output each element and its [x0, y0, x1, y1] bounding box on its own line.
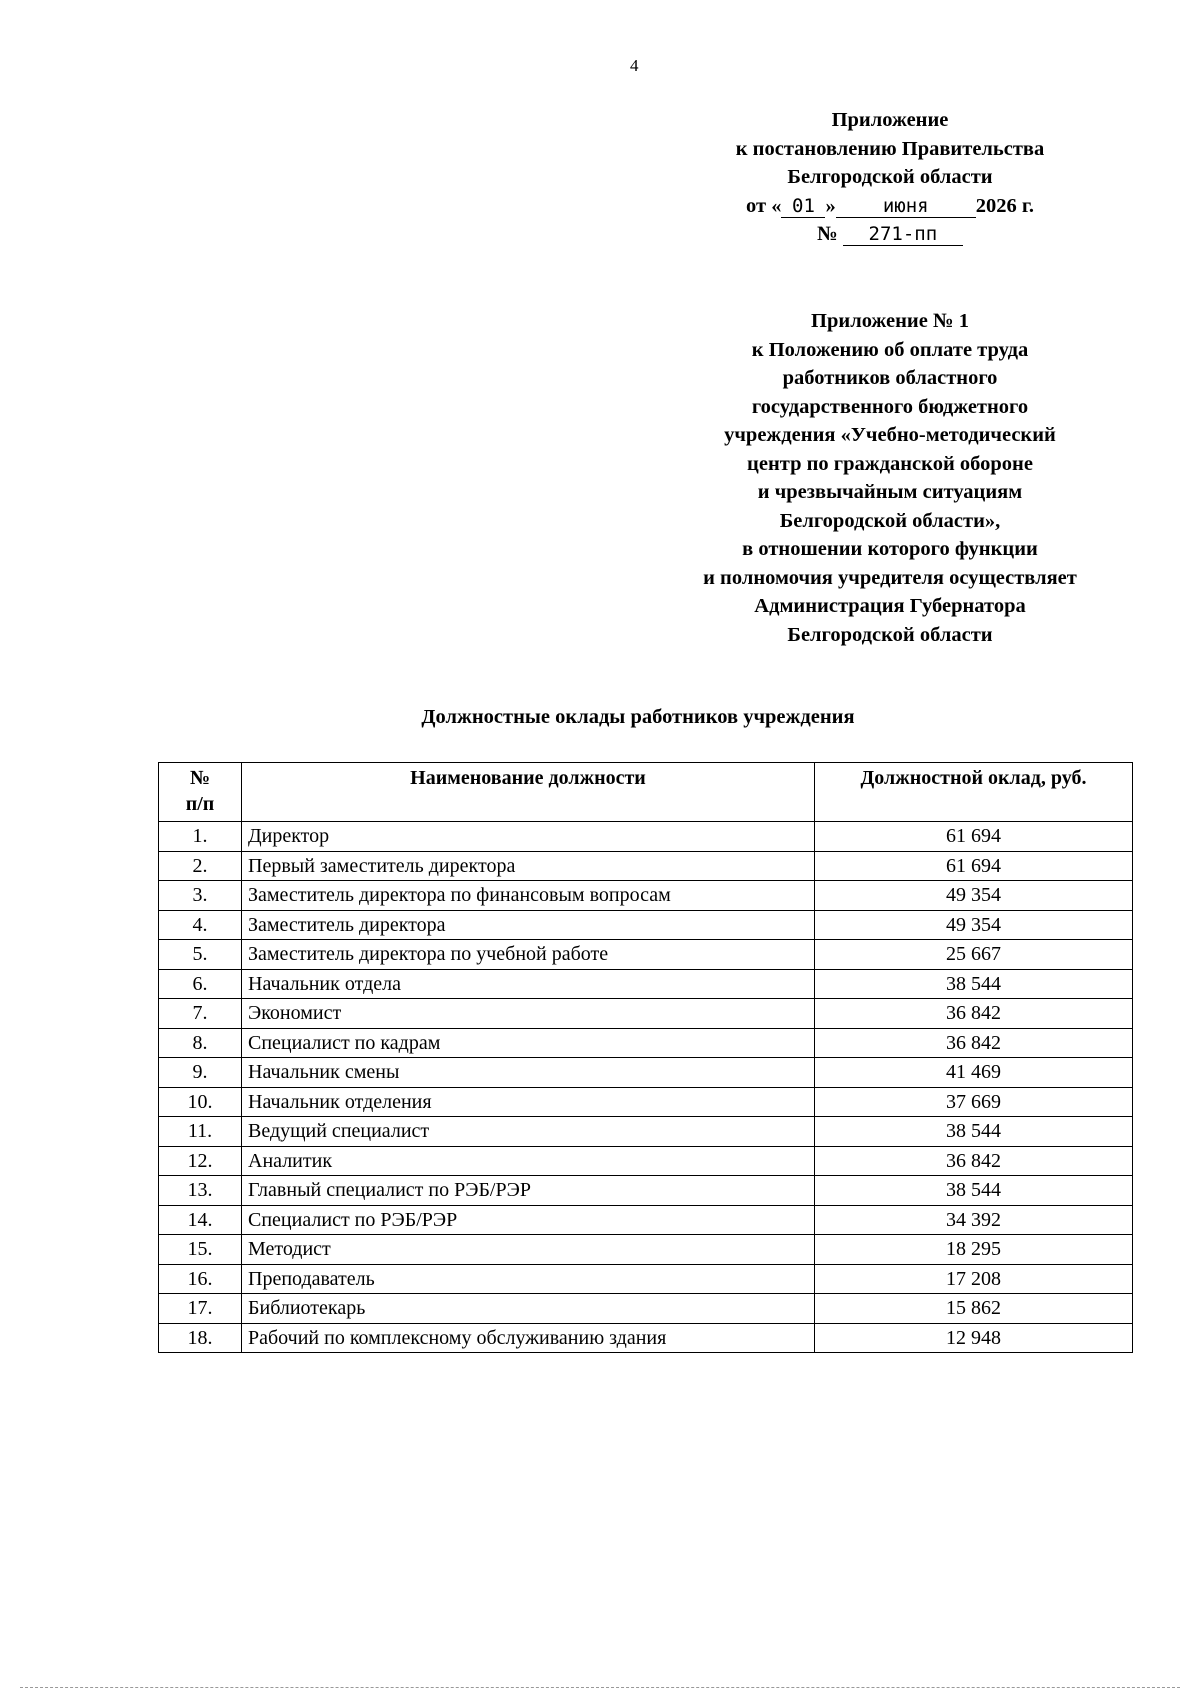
table-row — [159, 1028, 1133, 1058]
row-number: 7. — [159, 999, 242, 1029]
header-line: государственного бюджетного — [751, 395, 1029, 418]
row-position: Ведущий специалист — [242, 1117, 815, 1147]
date-prefix: от « — [746, 194, 782, 217]
row-salary: 15 862 — [815, 1294, 1133, 1324]
row-position: Директор — [242, 822, 815, 852]
row-number: 11. — [159, 1117, 242, 1147]
row-number: 5. — [159, 940, 242, 970]
table-row — [159, 881, 1133, 911]
row-salary: 36 842 — [815, 1028, 1133, 1058]
header-number — [159, 763, 242, 822]
regulation-appendix-header — [660, 307, 1120, 649]
row-salary: 36 842 — [815, 999, 1133, 1029]
row-position: Специалист по кадрам — [242, 1028, 815, 1058]
row-position: Преподаватель — [242, 1264, 815, 1294]
row-salary: 37 669 — [815, 1087, 1133, 1117]
row-position: Заместитель директора по учебной работе — [242, 940, 815, 970]
row-number: 6. — [159, 969, 242, 999]
row-number: 10. — [159, 1087, 242, 1117]
date-day: 01 — [781, 195, 825, 218]
resolution-number — [660, 220, 1120, 249]
table-row — [159, 1235, 1133, 1265]
row-salary: 61 694 — [815, 822, 1133, 852]
table-row — [159, 1117, 1133, 1147]
table-row — [159, 822, 1133, 852]
row-position: Рабочий по комплексному обслуживанию здания — [242, 1323, 815, 1353]
header-line: Белгородской области — [787, 623, 993, 646]
table-row — [159, 910, 1133, 940]
row-salary: 38 544 — [815, 1117, 1133, 1147]
header-line: центр по гражданской обороне — [747, 452, 1033, 475]
row-number: 4. — [159, 910, 242, 940]
row-salary: 49 354 — [815, 910, 1133, 940]
row-salary: 36 842 — [815, 1146, 1133, 1176]
row-salary: 61 694 — [815, 851, 1133, 881]
table-row — [159, 1205, 1133, 1235]
header-line: к Положению об оплате труда — [751, 338, 1029, 361]
row-position: Начальник смены — [242, 1058, 815, 1088]
table-row — [159, 1264, 1133, 1294]
row-salary: 18 295 — [815, 1235, 1133, 1265]
table-row — [159, 1294, 1133, 1324]
table-row — [159, 1146, 1133, 1176]
row-salary: 38 544 — [815, 969, 1133, 999]
row-number: 8. — [159, 1028, 242, 1058]
header-line: в отношении которого функции — [742, 538, 1038, 560]
number-prefix: № — [817, 223, 838, 245]
header-line: Белгородской области», — [779, 509, 1001, 532]
header-line: Приложение — [831, 109, 949, 131]
header-salary: Должностной оклад, руб. — [815, 763, 1133, 822]
header-line: учреждения «Учебно-методический — [724, 424, 1056, 446]
table-row — [159, 851, 1133, 881]
row-position: Начальник отделения — [242, 1087, 815, 1117]
row-number: 16. — [159, 1264, 242, 1294]
row-number: 3. — [159, 881, 242, 911]
row-number: 14. — [159, 1205, 242, 1235]
row-position: Первый заместитель директора — [242, 851, 815, 881]
row-salary: 17 208 — [815, 1264, 1133, 1294]
row-number: 15. — [159, 1235, 242, 1265]
resolution-date — [660, 192, 1120, 221]
row-position: Библиотекарь — [242, 1294, 815, 1324]
number-value: 271-пп — [843, 223, 963, 246]
row-position: Главный специалист по РЭБ/РЭР — [242, 1176, 815, 1206]
row-salary: 34 392 — [815, 1205, 1133, 1235]
header-position: Наименование должности — [242, 763, 815, 822]
row-number: 12. — [159, 1146, 242, 1176]
row-salary: 12 948 — [815, 1323, 1133, 1353]
table-row — [159, 1323, 1133, 1353]
table-header-row — [159, 763, 1133, 822]
row-position: Аналитик — [242, 1146, 815, 1176]
table-row — [159, 999, 1133, 1029]
row-number: 18. — [159, 1323, 242, 1353]
header-line: Приложение № 1 — [811, 310, 969, 332]
date-month: июня — [836, 195, 976, 218]
table-row — [159, 1058, 1133, 1088]
row-salary: 25 667 — [815, 940, 1133, 970]
document-title: Должностные оклады работников учреждения — [421, 706, 855, 728]
row-salary: 49 354 — [815, 881, 1133, 911]
date-year: 2026 г. — [975, 194, 1034, 217]
table-row — [159, 1087, 1133, 1117]
scan-artifact-line — [20, 1687, 1180, 1688]
page-number: 4 — [630, 56, 639, 75]
table-row — [159, 1176, 1133, 1206]
resolution-appendix-header — [660, 106, 1120, 249]
header-number-line1: № — [189, 767, 211, 789]
row-salary: 41 469 — [815, 1058, 1133, 1088]
table-body — [159, 822, 1133, 1353]
row-position: Заместитель директора — [242, 910, 815, 940]
row-position: Начальник отдела — [242, 969, 815, 999]
table-row — [159, 969, 1133, 999]
header-line: Администрация Губернатора — [754, 595, 1026, 617]
header-line: Белгородской области — [787, 166, 993, 188]
row-position: Специалист по РЭБ/РЭР — [242, 1205, 815, 1235]
header-number-line2: п/п — [185, 793, 215, 815]
row-position: Заместитель директора по финансовым вопросам — [242, 881, 815, 911]
row-salary: 38 544 — [815, 1176, 1133, 1206]
row-number: 13. — [159, 1176, 242, 1206]
header-line: и полномочия учредителя осуществляет — [703, 566, 1077, 589]
date-mid: » — [825, 194, 836, 217]
row-number: 17. — [159, 1294, 242, 1324]
row-number: 1. — [159, 822, 242, 852]
row-position: Экономист — [242, 999, 815, 1029]
table-row — [159, 940, 1133, 970]
header-line: и чрезвычайным ситуациям — [757, 481, 1023, 503]
header-line: работников областного — [782, 367, 998, 389]
row-number: 2. — [159, 851, 242, 881]
salary-table — [158, 762, 1133, 1353]
header-line: к постановлению Правительства — [735, 137, 1045, 160]
row-position: Методист — [242, 1235, 815, 1265]
row-number: 9. — [159, 1058, 242, 1088]
